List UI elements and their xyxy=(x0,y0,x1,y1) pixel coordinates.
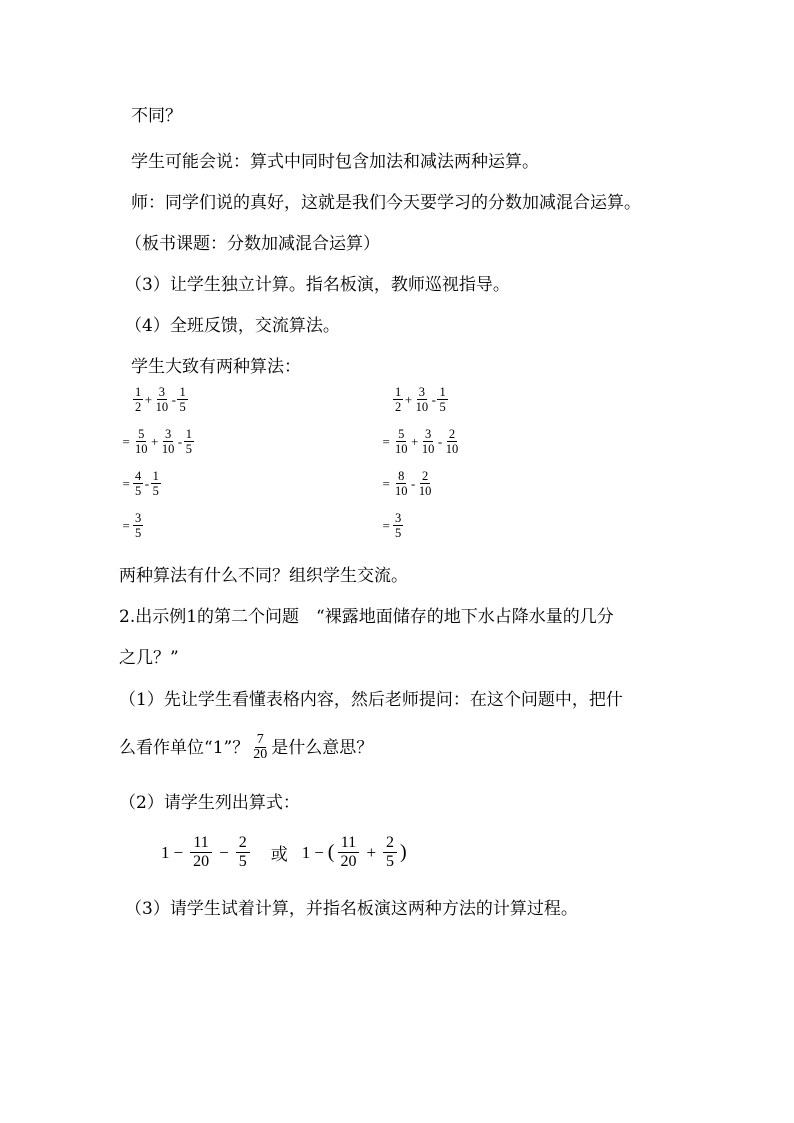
text-line-12-part-b: 是什么意思？ xyxy=(271,737,374,758)
calc-fraction xyxy=(133,427,150,456)
calc-fraction xyxy=(160,427,177,456)
fraction-numerator: 1 xyxy=(152,469,159,483)
fraction-denominator: 10 xyxy=(395,484,408,498)
text-line-1: 不同？ xyxy=(131,106,182,126)
text-line-3: 师：同学们说的真好，这就是我们今天要学习的分数加减混合运算。 xyxy=(131,193,641,213)
calc-row xyxy=(382,511,404,540)
calc-fraction xyxy=(151,469,161,498)
fraction-denominator: 5 xyxy=(386,853,395,870)
formula-a-minus-1: − xyxy=(173,842,184,862)
calc-fraction xyxy=(177,385,187,414)
calc-fraction xyxy=(393,469,410,498)
fraction-denominator: 10 xyxy=(418,484,432,498)
calc-fraction xyxy=(133,469,143,498)
formula-b-open-paren: ( xyxy=(327,841,335,863)
fraction-numerator: 3 xyxy=(424,427,432,441)
fraction-numerator: 1 xyxy=(395,385,402,399)
calc-fraction xyxy=(437,385,447,414)
formula-a-minus-2: − xyxy=(219,842,229,862)
formula-b-one: 1 xyxy=(301,842,311,862)
calc-operator: - xyxy=(437,433,443,449)
calc-equals-sign: = xyxy=(382,475,390,491)
text-line-14: （3）请学生试着计算，并指名板演这两种方法的计算过程。 xyxy=(125,899,578,919)
fraction-denominator: 10 xyxy=(445,442,459,456)
calc-fraction xyxy=(393,427,410,456)
calc-fraction xyxy=(420,427,437,456)
text-line-5: （3）让学生独立计算。指名板演，教师巡视指导。 xyxy=(125,275,510,295)
text-line-2: 学生可能会说：算式中同时包含加法和减法两种运算。 xyxy=(131,152,539,172)
calc-fraction xyxy=(393,511,403,540)
fraction-numerator: 2 xyxy=(421,469,429,483)
fraction-denominator: 5 xyxy=(135,484,142,498)
fraction-denominator: 20 xyxy=(253,747,268,762)
formula-a-fraction-2 xyxy=(236,834,250,871)
fraction-numerator: 4 xyxy=(135,469,142,483)
text-line-12 xyxy=(119,733,373,762)
calc-fraction xyxy=(133,385,143,414)
fraction-numerator: 1 xyxy=(439,385,446,399)
calc-operator: - xyxy=(411,475,416,491)
fraction-numerator: 5 xyxy=(138,427,145,441)
fraction-denominator: 10 xyxy=(395,442,408,456)
fraction-denominator: 10 xyxy=(421,442,435,456)
fraction-numerator: 1 xyxy=(179,385,186,399)
calc-operator: - xyxy=(177,433,183,449)
text-line-4: （板书课题：分数加减混合运算） xyxy=(125,234,380,254)
fraction-denominator: 5 xyxy=(179,400,186,414)
fraction-numerator: 5 xyxy=(398,427,405,441)
fraction-denominator: 5 xyxy=(395,526,402,540)
fraction-denominator: 5 xyxy=(152,484,159,498)
fraction-numerator: 2 xyxy=(383,834,397,853)
fraction-numerator: 3 xyxy=(135,511,142,525)
calc-fraction xyxy=(154,385,171,414)
calc-row xyxy=(122,511,144,540)
calc-equals-sign: = xyxy=(122,475,130,491)
formula-b-plus: + xyxy=(366,842,377,862)
fraction-denominator: 2 xyxy=(395,400,402,414)
text-line-11: （1）先让学生看懂表格内容，然后老师提问：在这个问题中，把什 xyxy=(119,690,623,710)
calc-operator: + xyxy=(144,391,153,407)
calc-operator: - xyxy=(431,391,436,407)
text-line-7: 学生大致有两种算法： xyxy=(131,357,301,377)
calc-fraction xyxy=(414,385,431,414)
fraction-numerator: 1 xyxy=(185,427,192,441)
calc-operator: - xyxy=(144,475,150,491)
calc-fraction xyxy=(184,427,194,456)
fraction-numerator: 3 xyxy=(158,385,165,399)
fraction-numerator: 7 xyxy=(256,732,264,747)
calc-row xyxy=(122,469,162,498)
fraction-numerator: 1 xyxy=(135,385,142,399)
calc-operator: + xyxy=(411,433,419,449)
fraction-numerator: 11 xyxy=(190,834,211,853)
calc-equals-sign: = xyxy=(382,517,390,533)
fraction-denominator: 10 xyxy=(135,442,148,456)
fraction-denominator: 5 xyxy=(185,442,192,456)
formula-or: 或 xyxy=(270,845,288,865)
fraction-denominator: 5 xyxy=(135,526,142,540)
formula-b-minus: − xyxy=(314,842,324,862)
fraction-denominator: 10 xyxy=(155,400,169,414)
formula-a-one: 1 xyxy=(161,842,170,862)
calc-fraction xyxy=(393,385,403,414)
fraction-numerator: 3 xyxy=(164,427,172,441)
formula-b-close-paren: ) xyxy=(400,841,407,863)
fraction-numerator: 3 xyxy=(395,511,402,525)
calc-equals-sign: = xyxy=(382,433,390,449)
calc-row xyxy=(382,385,449,414)
calc-operator: - xyxy=(171,391,176,407)
fraction-denominator: 20 xyxy=(193,853,210,870)
text-line-12-part-a: 么看作单位“1”？ xyxy=(119,737,250,758)
formula-a-fraction-1 xyxy=(190,834,212,871)
calc-equals-sign: = xyxy=(122,517,130,533)
fraction-numerator: 3 xyxy=(418,385,425,399)
fraction-denominator: 10 xyxy=(161,442,175,456)
fraction-denominator: 20 xyxy=(340,853,357,870)
fraction-numerator: 2 xyxy=(236,834,250,853)
fraction-numerator: 11 xyxy=(338,834,359,853)
text-line-10: 之几？” xyxy=(119,648,179,668)
inline-fraction xyxy=(251,733,269,762)
calc-row xyxy=(122,385,189,414)
text-line-8: 两种算法有什么不同？组织学生交流。 xyxy=(119,566,408,586)
fraction-denominator: 5 xyxy=(439,400,446,414)
formula-row xyxy=(161,834,407,871)
text-line-6: （4）全班反馈，交流算法。 xyxy=(125,316,340,336)
text-line-13: （2）请学生列出算式： xyxy=(119,793,300,813)
calc-operator: + xyxy=(404,391,413,407)
calc-operator: + xyxy=(151,433,159,449)
fraction-numerator: 8 xyxy=(398,469,405,483)
fraction-denominator: 2 xyxy=(135,400,142,414)
calc-row xyxy=(122,427,195,456)
calc-fraction xyxy=(417,469,434,498)
calc-row xyxy=(382,427,461,456)
fraction-denominator: 10 xyxy=(415,400,429,414)
calc-fraction xyxy=(444,427,461,456)
text-line-9: 2.出示例1的第二个问题 “裸露地面储存的地下水占降水量的几分 xyxy=(119,607,614,627)
calc-fraction xyxy=(133,511,143,540)
fraction-denominator: 5 xyxy=(238,853,247,870)
formula-b-fraction-2 xyxy=(383,834,397,871)
formula-b-fraction-1 xyxy=(337,834,359,871)
fraction-numerator: 2 xyxy=(448,427,456,441)
calc-equals-sign: = xyxy=(122,433,130,449)
calc-row xyxy=(382,469,434,498)
